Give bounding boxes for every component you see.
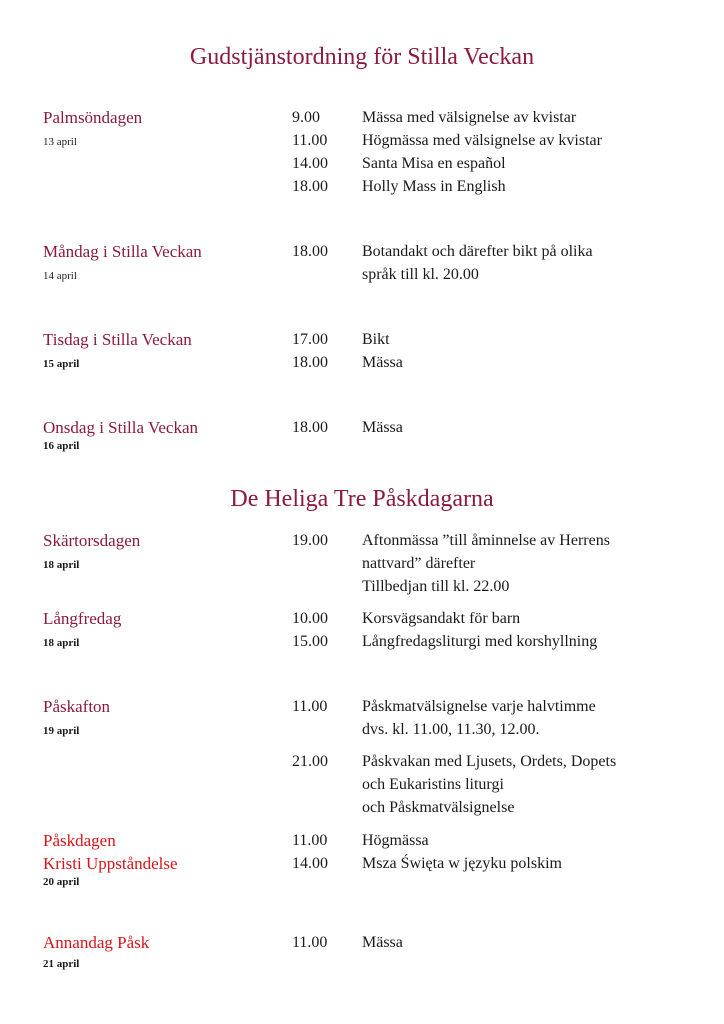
day-date-tisdag: 15 april [43, 358, 80, 370]
event-time: 21.00 [292, 753, 328, 770]
event-description: Santa Misa en español [362, 155, 506, 172]
main-title: Gudstjänstordning för Stilla Veckan [189, 44, 535, 70]
event-description-line: Påskmatvälsignelse varje halvtimme [362, 698, 596, 715]
event-description: Holly Mass in English [362, 178, 506, 195]
event-description-line: Aftonmässa ”till åminnelse av Herrens [362, 532, 610, 549]
event-description: Mässa [362, 934, 403, 951]
event-time: 11.00 [292, 132, 328, 149]
event-time: 11.00 [292, 934, 328, 951]
day-date-mandag: 14 april [43, 270, 77, 282]
day-name-paskdagen: Påskdagen [43, 831, 116, 850]
event-description: Högmässa med välsignelse av kvistar [362, 132, 602, 149]
day-name-tisdag: Tisdag i Stilla Veckan [43, 330, 192, 349]
event-time: 11.00 [292, 832, 328, 849]
day-name-palmsondagen: Palmsöndagen [43, 108, 143, 127]
event-time: 17.00 [292, 331, 328, 348]
day-date-paskafton: 19 april [43, 725, 80, 737]
event-time: 18.00 [292, 178, 328, 195]
day-date-palmsondagen: 13 april [43, 136, 77, 148]
event-description-line: och Eukaristins liturgi [362, 776, 504, 793]
day-name-skartorsdagen: Skärtorsdagen [43, 531, 141, 550]
event-time: 15.00 [292, 633, 328, 650]
event-time: 18.00 [292, 354, 328, 371]
event-description: Långfredagsliturgi med korshyllning [362, 633, 598, 650]
day-name-annandag-pask: Annandag Påsk [43, 933, 150, 952]
event-description-line: och Påskmatvälsignelse [362, 799, 515, 816]
triduum-title: De Heliga Tre Påskdagarna [230, 486, 494, 512]
event-description-line: dvs. kl. 11.00, 11.30, 12.00. [362, 721, 540, 738]
event-description: Mässa [362, 354, 403, 371]
day-name-onsdag: Onsdag i Stilla Veckan [43, 418, 199, 437]
event-description: Bikt [362, 331, 390, 348]
event-time: 14.00 [292, 855, 328, 872]
event-description-line: Tillbedjan till kl. 22.00 [362, 578, 510, 595]
event-description: Högmässa [362, 832, 429, 849]
event-time: 18.00 [292, 243, 328, 260]
event-time: 19.00 [292, 532, 328, 549]
event-description: Mässa med välsignelse av kvistar [362, 109, 577, 126]
day-name-langfredag: Långfredag [43, 609, 122, 628]
day-date-skartorsdagen: 18 april [43, 559, 80, 571]
event-description-line: nattvard” därefter [362, 555, 476, 572]
day-date-onsdag: 16 april [43, 440, 80, 452]
day-name-mandag: Måndag i Stilla Veckan [43, 242, 202, 261]
event-time: 18.00 [292, 419, 328, 436]
day-date-paskdagen: 20 april [43, 876, 80, 888]
event-description: Msza Święta w języku polskim [362, 855, 562, 872]
day-name-kristi-uppstandelse: Kristi Uppståndelse [43, 854, 178, 873]
day-name-paskafton: Påskafton [43, 697, 111, 716]
event-time: 14.00 [292, 155, 328, 172]
event-time: 10.00 [292, 610, 328, 627]
day-date-annandag-pask: 21 april [43, 958, 80, 970]
event-description: Korsvägsandakt för barn [362, 610, 521, 627]
event-description-line: Påskvakan med Ljusets, Ordets, Dopets [362, 753, 617, 770]
event-description-line: språk till kl. 20.00 [362, 266, 479, 283]
event-time: 9.00 [292, 109, 320, 126]
event-time: 11.00 [292, 698, 328, 715]
event-description-line: Botandakt och därefter bikt på olika [362, 243, 593, 260]
event-description: Mässa [362, 419, 403, 436]
day-date-langfredag: 18 april [43, 637, 80, 649]
